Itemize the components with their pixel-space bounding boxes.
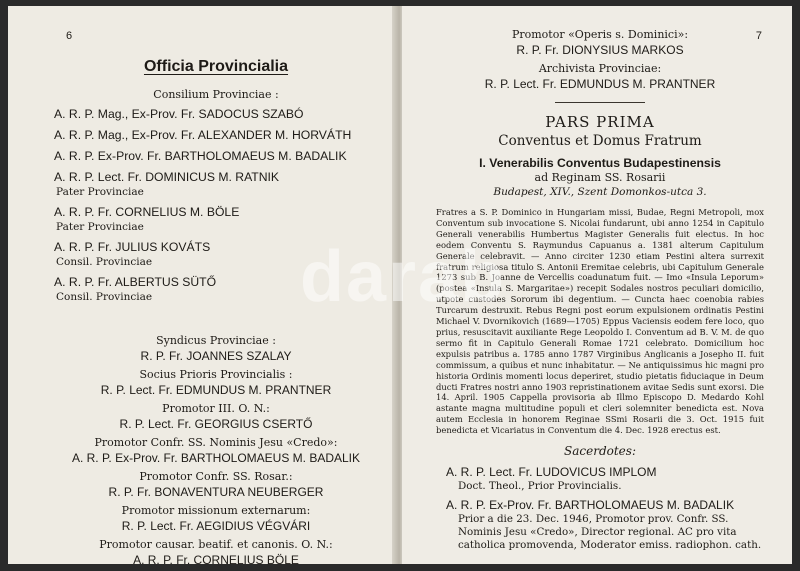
office-holder: A. R. P. Fr. CORNELIUS BÖLE [133, 553, 299, 564]
office-label: Syndicus Provinciae : [156, 334, 276, 347]
member-name: A. R. P. Mag., Ex-Prov. Fr. SADOCUS SZABÓ [54, 107, 304, 121]
consilium-entry [54, 238, 378, 269]
office-label: Promotor missionum externarum: [121, 504, 311, 517]
watermark: darab [300, 237, 507, 317]
consilium-entry [54, 168, 378, 199]
left-page [8, 6, 398, 564]
consilium-entry [54, 203, 378, 234]
office-label: Promotor III. O. N.: [162, 402, 270, 415]
office-entry [54, 436, 378, 466]
office-label: Promotor causar. beatif. et canonis. O. N.: [99, 538, 333, 551]
member-role: Pater Provinciae [56, 221, 144, 233]
part-subheading: Conventus et Domus Fratrum [498, 133, 702, 149]
member-name: A. R. P. Ex-Prov. Fr. BARTHOLOMAEUS M. BADALIK [54, 149, 347, 163]
office-label: Socius Prioris Provincialis : [139, 368, 293, 381]
office-label: Promotor Confr. SS. Nominis Jesu «Credo»: [94, 436, 338, 449]
consilium-entry [54, 105, 378, 123]
office-entry [54, 504, 378, 534]
page-title: Officia Provincialia [143, 58, 289, 75]
member-role: Consil. Provinciae [56, 256, 153, 268]
part-heading: PARS PRIMA [545, 113, 655, 131]
office-holder: R. P. Fr. BONAVENTURA NEUBERGER [108, 485, 324, 499]
member-name: A. R. P. Fr. ALBERTUS SÜTŐ [54, 275, 217, 289]
consilium-entry [54, 273, 378, 304]
priest-entry [436, 464, 764, 493]
member-name: A. R. P. Fr. CORNELIUS M. BÖLE [54, 205, 240, 219]
priest-description: Prior a die 23. Dec. 1946, Promotor prov. Confr. SS. Nominis Jesu «Credo», Director regional. AC pro vita catholica promovenda, Moderator emiss. radiophon. cath. [458, 513, 762, 552]
office-holder: A. R. P. Ex-Prov. Fr. BARTHOLOMAEUS M. BADALIK [71, 451, 361, 465]
page-number: 6 [66, 30, 73, 42]
priest-entry [436, 497, 764, 552]
priest-description: Doct. Theol., Prior Provincialis. [458, 480, 622, 493]
divider [555, 102, 645, 103]
convent-heading: I. Venerabilis Conventus Budapestinensis [479, 156, 721, 170]
consilium-entry [54, 147, 378, 165]
book-spread [8, 6, 792, 564]
page-number: 7 [755, 30, 762, 42]
right-page [402, 6, 792, 564]
history-paragraph: Fratres a S. P. Dominico in Hungariam missi, Budae, Regni Metropoli, mox Conventum sub invocatione S. Nicolai fundarunt, ubi anno 1254 in Capitulo Generali venerabilis Humbertus Magister Generalis fuit electus. In hoc eodem Conventu S. Raymundus Capuanus a. 1381 alterum Capitulum Generale celebravit. — Anno circiter 1230 etiam Pestini altera surrexit fratrum religiosa titulo S. Antonii Eremitae celebris, ubi Capitulum Generale 1273 sub B. Joanne de Vercellis coadunatum fuit. — Imo «Insula Leporum» (postea «Insula S. Margaritae») recepit Sodales nostros peculiari domicilio, utpote custodes Sororum ibi degentium. — Cuncta haec coenobia rabies Turcarum destruxit. Rebus Regni post eorum expulsionem ordinatis Pestini Michael V. Dvornikovich (1689—1705) Eppus Vaciensis eodem fere loco, quo prius, resuscitavit auxiliante Rege Leopoldo I. Conventum ad B. V. M. de quo sermo fit in Capitulo Generali Romae 1721 celebrato. Domicilium hoc expulsis patribus a. 1785 anno 1787 Virginibus Anglicanis a Josepho II. fuit commissum, a quibus et nunc inhabitatur. — Ne antiquissimus hic magni pro historia Ordinis momenti locus deperiret, studio pietatis fiduciaque in Deum ducti Fratres nostri anno 1903 repristinationem avitae Sedis sunt exorsi. Die 14. April. 1905 Cappella provisoria ab Illmo Episcopo D. Medardo Kohl astante magna multitudine populi et cleri solemniter benedicta est. Nova autem Ecclesia in honorem Reginae SSmi Rosarii die 3. Oct. 1915 fuit benedicta et Vicariatus in Conventum die 4. Dec. 1928 erectus est. [436, 207, 764, 436]
office-entry [54, 538, 378, 564]
office-entry [54, 402, 378, 432]
convent-dedication: ad Reginam SS. Rosarii [534, 171, 666, 184]
member-role: Consil. Provinciae [56, 291, 153, 303]
member-name: A. R. P. Lect. Fr. DOMINICUS M. RATNIK [54, 170, 280, 184]
consilium-entry [54, 126, 378, 144]
priest-name: A. R. P. Lect. Fr. LUDOVICUS IMPLOM [446, 465, 657, 480]
office-holder: R. P. Lect. Fr. GEORGIUS CSERTŐ [119, 417, 313, 431]
office-holder: R. P. Lect. Fr. EDMUNDUS M. PRANTNER [100, 383, 332, 397]
office-holder: R. P. Lect. Fr. AEGIDIUS VÉGVÁRI [121, 519, 311, 533]
office-entry [436, 62, 764, 92]
priest-name: A. R. P. Ex-Prov. Fr. BARTHOLOMAEUS M. BADALIK [446, 498, 735, 513]
convent-address: Budapest, XIV., Szent Domonkos-utca 3. [493, 186, 707, 198]
office-entry [54, 334, 378, 364]
office-label: Promotor Confr. SS. Rosar.: [139, 470, 293, 483]
office-entry [54, 368, 378, 398]
office-label: Archivista Provinciae: [538, 62, 662, 75]
office-entry [54, 470, 378, 500]
office-holder: R. P. Fr. DIONYSIUS MARKOS [516, 43, 684, 57]
office-holder: R. P. Lect. Fr. EDMUNDUS M. PRANTNER [484, 77, 716, 91]
consilium-label: Consilium Provinciae : [153, 88, 279, 101]
office-entry [436, 28, 764, 58]
office-label: Promotor «Operis s. Dominici»: [511, 28, 689, 41]
member-name: A. R. P. Fr. JULIUS KOVÁTS [54, 240, 211, 254]
member-role: Pater Provinciae [56, 186, 144, 198]
sacerdotes-label: Sacerdotes: [564, 444, 636, 459]
member-name: A. R. P. Mag., Ex-Prov. Fr. ALEXANDER M. HORVÁTH [54, 128, 352, 142]
office-holder: R. P. Fr. JOANNES SZALAY [140, 349, 292, 363]
